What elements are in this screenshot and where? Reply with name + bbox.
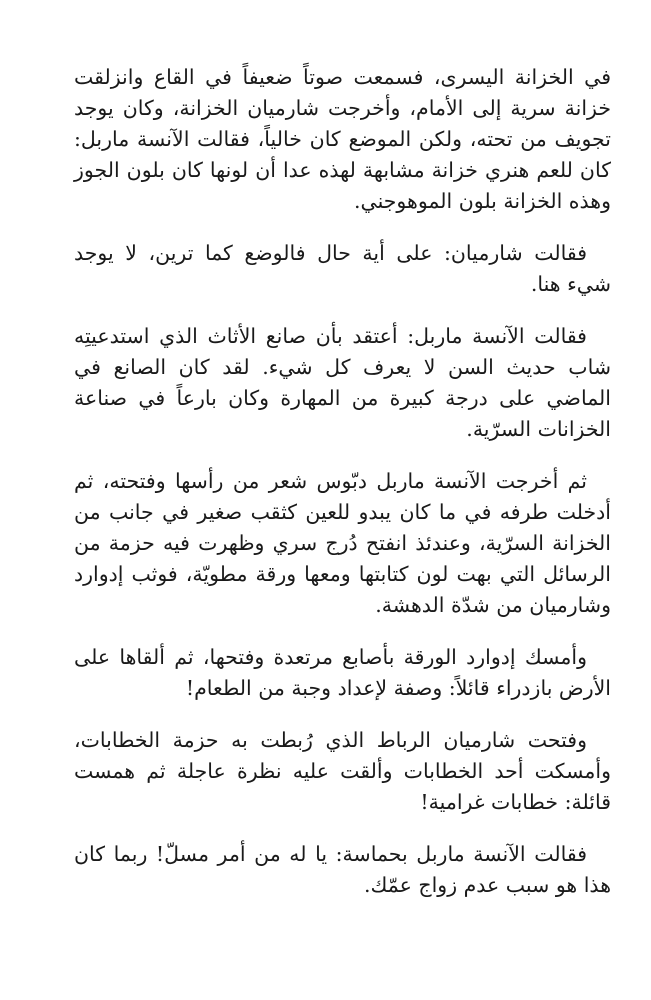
paragraph-love-letters: وفتحت شارميان الرباط الذي رُبطت به حزمة الخطابات، وأمسكت أحد الخطابات وألقت عليه نظرة عاجلة ثم همست قائلة: خطابات غرامية! [74, 728, 611, 814]
paragraph-marple-cabinet-maker: فقالت الآنسة ماربل: أعتقد بأن صانع الأثاث الذي استدعيتِه شاب حديث السن لا يعرف كل شيء. لقد كان الصانع في الماضي على درجة كبيرة من المهارة وكان بارعاً في صناعة الخزانات السرّية. [74, 324, 611, 441]
paragraph-edward-recipe: وأمسك إدوارد الورقة بأصابع مرتعدة وفتحها، ثم ألقاها على الأرض بازدراء قائلاً: وصفة لإعداد وجبة من الطعام! [74, 645, 611, 700]
paragraph-charmian-nothing-here: فقالت شارميان: على أية حال فالوضع كما ترين، لا يوجد شيء هنا. [74, 241, 611, 296]
book-page [74, 62, 611, 980]
paragraph-hidden-drawer: في الخزانة اليسرى، فسمعت صوتاً ضعيفاً في القاع وانزلقت خزانة سرية إلى الأمام، وأخرجت شارميان الخزانة، وكان يوجد تجويف من تحته، ولكن الموضع كان خالياً، فقالت الآنسة ماربل: كان للعم هنري خزانة مشابهة لهذه عدا أن لونها كان بلون الجوز وهذه الخزانة بلون الموهوجني. [74, 65, 611, 213]
paragraph-uncle-never-married: فقالت الآنسة ماربل بحماسة: يا له من أمر مسلّ! ربما كان هذا هو سبب عدم زواج عمّك. [74, 842, 611, 897]
paragraph-hairpin-secret-drawer: ثم أخرجت الآنسة ماربل دبّوس شعر من رأسها وفتحته، ثم أدخلت طرفه في ما كان يبدو للعين كثقب صغير في جانب من الخزانة السرّية، وعندئذ انفتح دُرج سري وظهرت فيه حزمة من الرسائل التي بهت لون كتابتها ومعها ورقة مطويّة، فوثب إدوارد وشارميان من شدّة الدهشة. [74, 469, 611, 617]
